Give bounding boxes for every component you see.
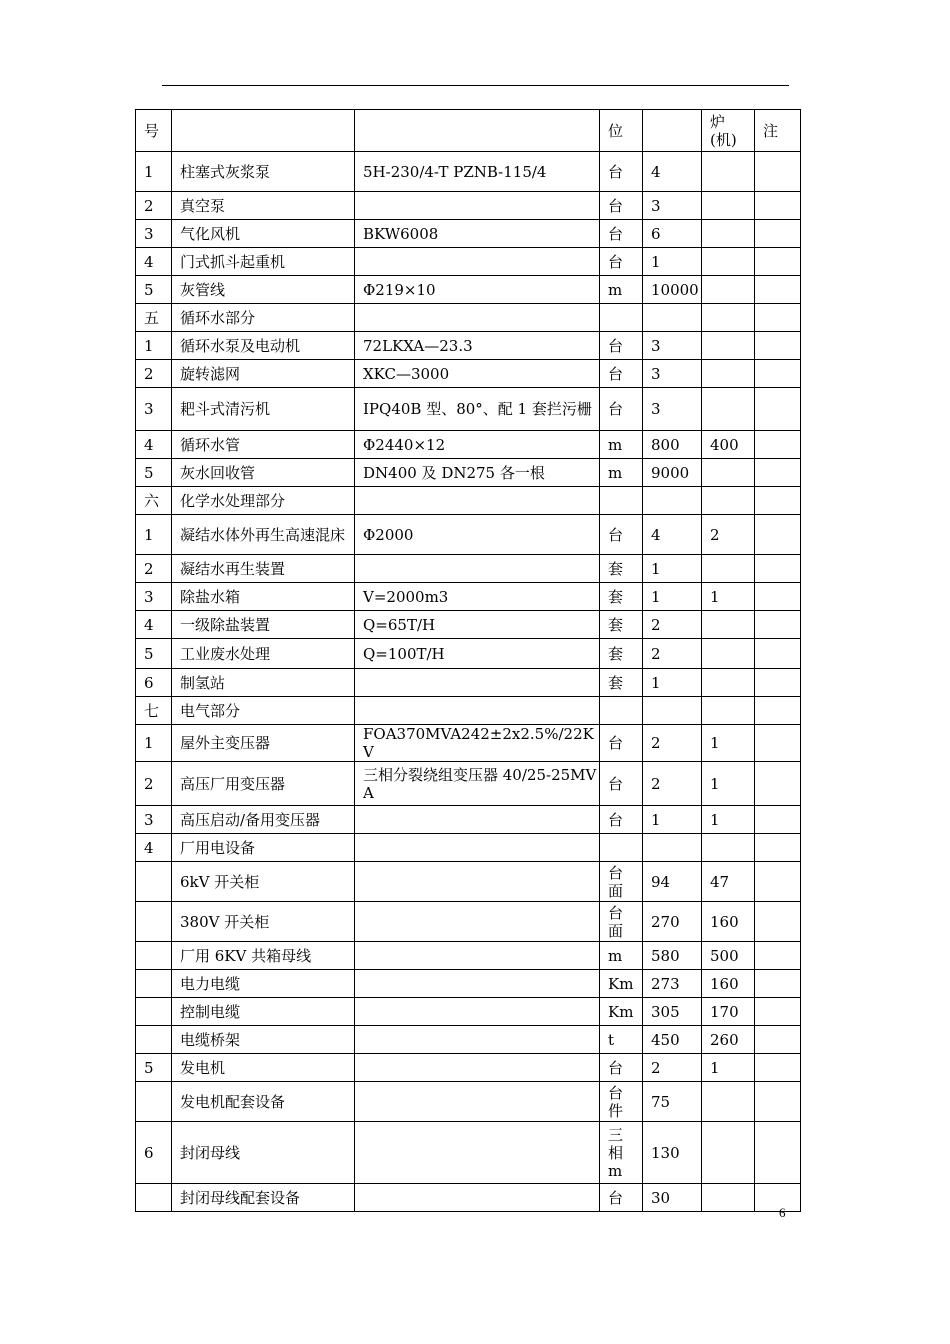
cell-qty: 273 [643, 970, 702, 998]
cell-unit: 台 [600, 388, 643, 431]
table-row [136, 611, 801, 639]
table-row [136, 332, 801, 360]
table-row [136, 248, 801, 276]
unit-glyph: 台 [608, 903, 624, 922]
cell-no: 七 [136, 697, 172, 725]
cell-note [755, 669, 801, 697]
cell-spec: Φ219×10 [355, 276, 600, 304]
cell-qty: 2 [643, 1054, 702, 1082]
cell-unit: 台 [600, 192, 643, 220]
cell-name: 厂用 6KV 共箱母线 [172, 942, 355, 970]
cell-no [136, 862, 172, 902]
table-row [136, 998, 801, 1026]
cell-no: 2 [136, 555, 172, 583]
cell-qty: 3 [643, 360, 702, 388]
cell-per-unit [702, 487, 755, 515]
cell-note [755, 515, 801, 555]
cell-unit [600, 862, 643, 902]
cell-per-unit [702, 388, 755, 431]
header-cell-qty [643, 110, 702, 152]
cell-name: 化学水处理部分 [172, 487, 355, 515]
cell-per-unit [702, 220, 755, 248]
cell-qty: 1 [643, 248, 702, 276]
cell-per-unit [702, 332, 755, 360]
cell-per-unit [702, 248, 755, 276]
cell-name: 电力电缆 [172, 970, 355, 998]
cell-note [755, 487, 801, 515]
cell-unit: 台 [600, 806, 643, 834]
cell-name: 电缆桥架 [172, 1026, 355, 1054]
cell-note [755, 332, 801, 360]
cell-spec [355, 834, 600, 862]
cell-spec [355, 304, 600, 332]
cell-no [136, 942, 172, 970]
cell-unit: Km [600, 970, 643, 998]
cell-name: 工业废水处理 [172, 639, 355, 669]
table-row [136, 192, 801, 220]
header-cell-unit: 位 [600, 110, 643, 152]
cell-name: 发电机 [172, 1054, 355, 1082]
cell-spec [355, 697, 600, 725]
cell-name: 循环水管 [172, 431, 355, 459]
unit-glyph: 台 [608, 863, 624, 882]
cell-per-unit: 500 [702, 942, 755, 970]
cell-per-unit: 2 [702, 515, 755, 555]
table-row [136, 669, 801, 697]
table-row [136, 1122, 801, 1184]
cell-no: 3 [136, 806, 172, 834]
cell-per-unit [702, 639, 755, 669]
cell-note [755, 276, 801, 304]
cell-name: 旋转滤网 [172, 360, 355, 388]
cell-name: 除盐水箱 [172, 583, 355, 611]
cell-per-unit [702, 834, 755, 862]
cell-no: 1 [136, 332, 172, 360]
cell-no [136, 1184, 172, 1212]
cell-name: 380V 开关柜 [172, 902, 355, 942]
unit-glyph: 件 [608, 1101, 624, 1120]
cell-spec: FOA370MVA242±2x2.5%/22KV [355, 725, 600, 762]
cell-name: 灰管线 [172, 276, 355, 304]
cell-name: 屋外主变压器 [172, 725, 355, 762]
cell-unit [600, 697, 643, 725]
table-row [136, 220, 801, 248]
cell-unit: m [600, 459, 643, 487]
cell-per-unit [702, 192, 755, 220]
cell-no: 3 [136, 388, 172, 431]
cell-per-unit [702, 459, 755, 487]
cell-note [755, 998, 801, 1026]
cell-no: 2 [136, 192, 172, 220]
unit-glyph: 面 [608, 921, 624, 940]
cell-qty [643, 487, 702, 515]
table-row [136, 639, 801, 669]
cell-note [755, 970, 801, 998]
cell-unit: m [600, 431, 643, 459]
cell-name: 厂用电设备 [172, 834, 355, 862]
cell-note [755, 431, 801, 459]
cell-qty: 1 [643, 555, 702, 583]
table-row [136, 725, 801, 762]
cell-name: 高压厂用变压器 [172, 762, 355, 806]
unit-glyph: 三 [608, 1125, 624, 1144]
cell-unit: 台 [600, 1054, 643, 1082]
cell-note [755, 697, 801, 725]
cell-qty: 2 [643, 762, 702, 806]
cell-unit: Km [600, 998, 643, 1026]
table-row [136, 762, 801, 806]
table-row [136, 583, 801, 611]
page-number: 6 [779, 1205, 786, 1220]
cell-name: 气化风机 [172, 220, 355, 248]
header-cell-spec [355, 110, 600, 152]
cell-spec: Q=65T/H [355, 611, 600, 639]
cell-unit [600, 487, 643, 515]
cell-spec: XKC—3000 [355, 360, 600, 388]
table-row [136, 360, 801, 388]
cell-note [755, 1026, 801, 1054]
cell-per-unit: 1 [702, 725, 755, 762]
cell-qty: 94 [643, 862, 702, 902]
cell-spec [355, 555, 600, 583]
cell-per-unit: 1 [702, 806, 755, 834]
cell-spec: Φ2440×12 [355, 431, 600, 459]
cell-name: 灰水回收管 [172, 459, 355, 487]
cell-spec [355, 487, 600, 515]
table-row [136, 388, 801, 431]
table-row [136, 970, 801, 998]
cell-per-unit: 1 [702, 762, 755, 806]
cell-spec: Q=100T/H [355, 639, 600, 669]
table-row [136, 834, 801, 862]
cell-note [755, 152, 801, 192]
cell-spec: 72LKXA—23.3 [355, 332, 600, 360]
cell-unit: 套 [600, 611, 643, 639]
cell-qty: 3 [643, 332, 702, 360]
cell-note [755, 725, 801, 762]
cell-per-unit [702, 1184, 755, 1212]
cell-qty: 1 [643, 583, 702, 611]
cell-spec [355, 1026, 600, 1054]
table-row [136, 459, 801, 487]
unit-glyph: 面 [608, 881, 624, 900]
cell-qty: 30 [643, 1184, 702, 1212]
table-row [136, 697, 801, 725]
cell-name: 一级除盐装置 [172, 611, 355, 639]
cell-no: 2 [136, 762, 172, 806]
cell-qty: 6 [643, 220, 702, 248]
cell-spec: 5H-230/4-T PZNB-115/4 [355, 152, 600, 192]
cell-name: 凝结水再生装置 [172, 555, 355, 583]
cell-spec [355, 1082, 600, 1122]
cell-no: 4 [136, 431, 172, 459]
cell-note [755, 459, 801, 487]
equipment-table [135, 109, 801, 1212]
cell-unit: 台 [600, 360, 643, 388]
cell-unit [600, 304, 643, 332]
table-row [136, 487, 801, 515]
cell-spec: DN400 及 DN275 各一根 [355, 459, 600, 487]
cell-no: 6 [136, 1122, 172, 1184]
cell-no: 1 [136, 725, 172, 762]
cell-unit: 台 [600, 332, 643, 360]
cell-spec: 三相分裂绕组变压器 40/25-25MVA [355, 762, 600, 806]
cell-spec [355, 902, 600, 942]
header-cell-per-unit: 炉 (机) [702, 110, 755, 152]
cell-no [136, 998, 172, 1026]
unit-glyph: 相 [608, 1143, 624, 1162]
cell-qty: 75 [643, 1082, 702, 1122]
cell-name: 柱塞式灰浆泵 [172, 152, 355, 192]
cell-unit: 台 [600, 725, 643, 762]
cell-note [755, 1184, 801, 1212]
cell-per-unit: 1 [702, 583, 755, 611]
cell-per-unit [702, 304, 755, 332]
cell-note [755, 806, 801, 834]
cell-spec: IPQ40B 型、80°、配 1 套拦污栅 [355, 388, 600, 431]
table-row [136, 1082, 801, 1122]
cell-per-unit: 260 [702, 1026, 755, 1054]
cell-per-unit [702, 360, 755, 388]
cell-spec [355, 248, 600, 276]
cell-spec [355, 862, 600, 902]
cell-qty: 1 [643, 806, 702, 834]
cell-note [755, 902, 801, 942]
cell-name: 凝结水体外再生高速混床 [172, 515, 355, 555]
cell-unit: 套 [600, 555, 643, 583]
table-row [136, 431, 801, 459]
cell-note [755, 1054, 801, 1082]
cell-unit [600, 1082, 643, 1122]
cell-per-unit: 400 [702, 431, 755, 459]
cell-no: 6 [136, 669, 172, 697]
cell-no [136, 1026, 172, 1054]
cell-per-unit [702, 669, 755, 697]
cell-qty: 4 [643, 515, 702, 555]
cell-unit [600, 902, 643, 942]
cell-per-unit [702, 697, 755, 725]
cell-note [755, 360, 801, 388]
cell-unit: 台 [600, 762, 643, 806]
cell-note [755, 1082, 801, 1122]
cell-qty: 580 [643, 942, 702, 970]
cell-spec: V=2000m3 [355, 583, 600, 611]
cell-no: 5 [136, 1054, 172, 1082]
cell-qty: 2 [643, 611, 702, 639]
cell-no [136, 1082, 172, 1122]
cell-no: 2 [136, 360, 172, 388]
table-row [136, 555, 801, 583]
cell-unit: 套 [600, 583, 643, 611]
cell-spec [355, 1054, 600, 1082]
cell-name: 控制电缆 [172, 998, 355, 1026]
cell-qty: 800 [643, 431, 702, 459]
cell-spec [355, 1184, 600, 1212]
cell-no: 5 [136, 459, 172, 487]
cell-name: 6kV 开关柜 [172, 862, 355, 902]
cell-name: 循环水部分 [172, 304, 355, 332]
cell-qty: 10000 [643, 276, 702, 304]
cell-note [755, 388, 801, 431]
cell-spec: BKW6008 [355, 220, 600, 248]
cell-unit: 套 [600, 639, 643, 669]
cell-name: 封闭母线 [172, 1122, 355, 1184]
cell-unit: m [600, 942, 643, 970]
cell-name: 循环水泵及电动机 [172, 332, 355, 360]
cell-qty [643, 834, 702, 862]
cell-qty: 3 [643, 388, 702, 431]
cell-unit: 台 [600, 1184, 643, 1212]
table-row [136, 152, 801, 192]
table-row [136, 942, 801, 970]
cell-name: 封闭母线配套设备 [172, 1184, 355, 1212]
cell-qty: 130 [643, 1122, 702, 1184]
cell-per-unit: 160 [702, 902, 755, 942]
cell-note [755, 192, 801, 220]
cell-name: 真空泵 [172, 192, 355, 220]
cell-per-unit [702, 152, 755, 192]
cell-name: 门式抓斗起重机 [172, 248, 355, 276]
cell-note [755, 248, 801, 276]
cell-qty: 450 [643, 1026, 702, 1054]
cell-spec: Φ2000 [355, 515, 600, 555]
cell-spec [355, 669, 600, 697]
cell-name: 电气部分 [172, 697, 355, 725]
cell-note [755, 762, 801, 806]
cell-spec [355, 1122, 600, 1184]
cell-no: 五 [136, 304, 172, 332]
cell-spec [355, 970, 600, 998]
cell-unit: 套 [600, 669, 643, 697]
cell-qty: 3 [643, 192, 702, 220]
cell-unit: t [600, 1026, 643, 1054]
header-cell-no: 号 [136, 110, 172, 152]
cell-note [755, 583, 801, 611]
cell-per-unit: 170 [702, 998, 755, 1026]
cell-unit [600, 834, 643, 862]
cell-per-unit [702, 555, 755, 583]
cell-note [755, 611, 801, 639]
cell-no [136, 902, 172, 942]
cell-per-unit [702, 1082, 755, 1122]
cell-qty [643, 304, 702, 332]
cell-name: 高压启动/备用变压器 [172, 806, 355, 834]
cell-note [755, 1122, 801, 1184]
cell-unit: 台 [600, 220, 643, 248]
cell-name: 发电机配套设备 [172, 1082, 355, 1122]
table-row [136, 862, 801, 902]
cell-no: 5 [136, 639, 172, 669]
header-rule [162, 85, 789, 86]
cell-no: 1 [136, 152, 172, 192]
cell-no: 4 [136, 611, 172, 639]
unit-glyph: m [608, 1161, 623, 1180]
unit-glyph: 台 [608, 1083, 624, 1102]
table-row [136, 276, 801, 304]
cell-spec [355, 998, 600, 1026]
cell-spec [355, 806, 600, 834]
table-row [136, 304, 801, 332]
cell-no: 4 [136, 834, 172, 862]
cell-no [136, 970, 172, 998]
cell-no: 1 [136, 515, 172, 555]
table-row [136, 1054, 801, 1082]
header-cell-note: 注 [755, 110, 801, 152]
header-cell-name [172, 110, 355, 152]
table-row [136, 806, 801, 834]
cell-per-unit [702, 276, 755, 304]
table-header-row [136, 110, 801, 152]
cell-per-unit: 160 [702, 970, 755, 998]
cell-unit: 台 [600, 152, 643, 192]
cell-no: 3 [136, 220, 172, 248]
cell-per-unit [702, 1122, 755, 1184]
table-row [136, 1184, 801, 1212]
cell-unit: 台 [600, 515, 643, 555]
table-row [136, 902, 801, 942]
cell-name: 制氢站 [172, 669, 355, 697]
cell-qty: 9000 [643, 459, 702, 487]
cell-unit: 台 [600, 248, 643, 276]
cell-no: 4 [136, 248, 172, 276]
cell-qty: 270 [643, 902, 702, 942]
cell-per-unit: 47 [702, 862, 755, 902]
cell-qty: 2 [643, 639, 702, 669]
cell-qty: 2 [643, 725, 702, 762]
cell-name: 耙斗式清污机 [172, 388, 355, 431]
cell-unit: m [600, 276, 643, 304]
cell-unit [600, 1122, 643, 1184]
cell-spec [355, 192, 600, 220]
cell-qty [643, 697, 702, 725]
cell-qty: 4 [643, 152, 702, 192]
cell-note [755, 304, 801, 332]
cell-spec [355, 942, 600, 970]
table-row [136, 1026, 801, 1054]
cell-note [755, 220, 801, 248]
cell-note [755, 834, 801, 862]
cell-note [755, 555, 801, 583]
cell-note [755, 862, 801, 902]
cell-no: 5 [136, 276, 172, 304]
cell-no: 六 [136, 487, 172, 515]
cell-note [755, 639, 801, 669]
cell-qty: 1 [643, 669, 702, 697]
cell-per-unit: 1 [702, 1054, 755, 1082]
cell-no: 3 [136, 583, 172, 611]
cell-qty: 305 [643, 998, 702, 1026]
table-row [136, 515, 801, 555]
cell-per-unit [702, 611, 755, 639]
cell-note [755, 942, 801, 970]
